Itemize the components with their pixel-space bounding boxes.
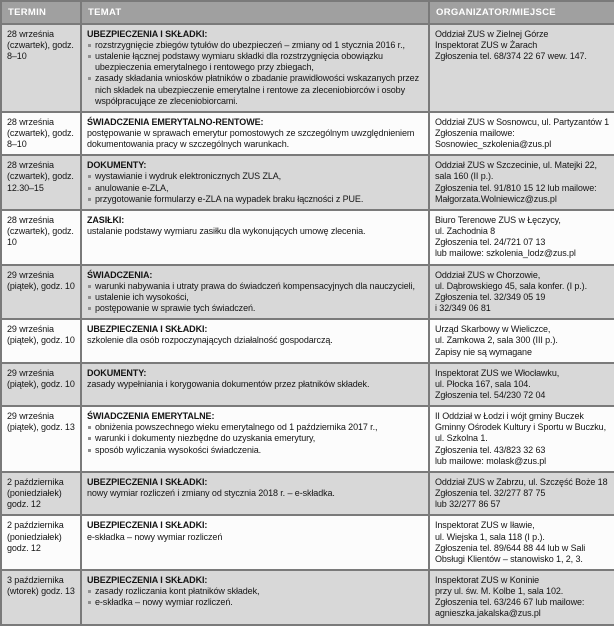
table-row — [1, 363, 614, 406]
table-row — [1, 515, 614, 570]
temat-bullet-list — [87, 422, 423, 455]
temat-description: ustalanie podstawy wymiaru zasiłku dla wykonujących umowę zlecenia. — [87, 226, 366, 237]
temat-bullet-item: zasady rozliczania kont płatników składek, — [87, 586, 423, 597]
column-header-termin: TERMIN — [1, 1, 81, 24]
organizator-line: Obsługi Klientów – stanowisko 1, 2, 3. — [435, 553, 583, 564]
termin-cell: 28 września (czwartek), godz. 8–10 — [1, 112, 81, 155]
temat-bullet-item: anulowanie e-ZLA, — [87, 183, 423, 194]
termin-cell: 28 września (czwartek), godz. 12.30–15 — [1, 155, 81, 210]
organizator-line: sala 160 (II p.). — [435, 171, 494, 182]
organizator-line: Sosnowiec_szkolenia@zus.pl — [435, 139, 552, 150]
organizator-line: Urząd Skarbowy w Wieliczce, — [435, 324, 551, 335]
temat-category-label: DOKUMENTY: — [87, 160, 147, 171]
temat-cell — [81, 24, 429, 112]
temat-bullet-item: sposób wyliczania wysokości świadczenia. — [87, 445, 423, 456]
organizator-line: lub mailowe: szkolenia_lodz@zus.pl — [435, 248, 576, 259]
temat-cell — [81, 155, 429, 210]
temat-bullet-item: ustalenie ich wysokości, — [87, 292, 423, 303]
termin-cell: 28 września (czwartek), godz. 8–10 — [1, 24, 81, 112]
organizator-line: II Oddział w Łodzi i wójt gminy Buczek — [435, 411, 584, 422]
table-header — [1, 1, 614, 24]
table-row — [1, 472, 614, 515]
termin-cell: 2 października (poniedziałek) godz. 12 — [1, 515, 81, 570]
organizator-line: Zgłoszenia tel. 89/644 88 44 lub w Sali — [435, 542, 586, 553]
organizator-line: przy ul. św. M. Kolbe 1, sala 102. — [435, 586, 564, 597]
temat-description: nowy wymiar rozliczeń i zmiany od stycznia 2018 r. – e-składka. — [87, 488, 335, 499]
temat-bullet-item: wystawianie i wydruk elektronicznych ZUS ZLA, — [87, 171, 423, 182]
temat-description: e-składka – nowy wymiar rozliczeń — [87, 531, 223, 542]
temat-bullet-item: przygotowanie formularzy e-ZLA na wypadek braku łączności z PUE. — [87, 194, 423, 205]
temat-cell — [81, 210, 429, 265]
temat-bullet-item: warunki i dokumenty niezbędne do uzyskania emerytury, — [87, 433, 423, 444]
temat-bullet-list — [87, 171, 423, 204]
organizator-line: Inspektorat ZUS w Iławie, — [435, 520, 535, 531]
organizator-cell — [429, 155, 614, 210]
organizator-line: ul. Płocka 167, sala 104. — [435, 378, 531, 389]
temat-category-label: UBEZPIECZENIA I SKŁADKI: — [87, 476, 208, 487]
organizator-line: i 32/349 06 81 — [435, 303, 491, 314]
table-row — [1, 406, 614, 472]
termin-cell: 29 września (piątek), godz. 10 — [1, 319, 81, 362]
organizator-cell — [429, 210, 614, 265]
termin-cell: 29 września (piątek), godz. 10 — [1, 265, 81, 320]
organizator-line: Inspektorat ZUS we Włocławku, — [435, 367, 560, 378]
temat-description: postępowanie w sprawach emerytur pomostowych ze szczególnym uwzględnieniem dokumentowania pracy w szczególnych warunkach. — [87, 128, 415, 150]
organizator-line: Zapisy nie są wymagane — [435, 346, 532, 357]
organizator-line: Zgłoszenia mailowe: — [435, 128, 515, 139]
termin-cell: 3 października (wtorek) godz. 13 — [1, 570, 81, 625]
temat-cell — [81, 363, 429, 406]
organizator-line: ul. Wiejska 1, sala 118 (I p.). — [435, 531, 545, 542]
temat-category-label: UBEZPIECZENIA I SKŁADKI: — [87, 28, 208, 39]
temat-category-label: ŚWIADCZENIA EMERYTALNE: — [87, 411, 215, 422]
table-row — [1, 155, 614, 210]
organizator-line: lub mailowe: molask@zus.pl — [435, 455, 547, 466]
organizator-cell — [429, 363, 614, 406]
organizator-cell — [429, 515, 614, 570]
organizator-line: Zgłoszenia tel. 24/721 07 13 — [435, 237, 546, 248]
table-row — [1, 112, 614, 155]
organizator-line: Inspektorat ZUS w Żarach — [435, 39, 538, 50]
temat-category-label: UBEZPIECZENIA I SKŁADKI: — [87, 575, 208, 586]
table-row — [1, 319, 614, 362]
temat-category-label: DOKUMENTY: — [87, 367, 147, 378]
organizator-cell — [429, 24, 614, 112]
temat-cell — [81, 515, 429, 570]
organizator-line: ul. Zachodnia 8 — [435, 226, 496, 237]
organizator-line: Oddział ZUS w Zielnej Górze — [435, 28, 549, 39]
organizator-line: Zgłoszenia tel. 63/246 67 lub mailowe: — [435, 597, 585, 608]
organizator-line: Oddział ZUS w Szczecinie, ul. Matejki 22, — [435, 160, 597, 171]
temat-bullet-item: ustalenie łącznej podstawy wymiaru składki dla rozstrzygnięcia obowiązku ubezpieczenia emerytalnego i rentowego przy zbiegach, — [87, 51, 423, 73]
organizator-cell — [429, 265, 614, 320]
organizator-line: Zgłoszenia tel. 68/374 22 67 wew. 147. — [435, 51, 587, 62]
termin-cell: 28 września (czwartek), godz. 10 — [1, 210, 81, 265]
temat-cell — [81, 265, 429, 320]
column-header-organizator: ORGANIZATOR/MIEJSCE — [429, 1, 614, 24]
termin-cell: 29 września (piątek), godz. 10 — [1, 363, 81, 406]
organizator-line: Zgłoszenia tel. 91/810 15 12 lub mailowe: — [435, 182, 597, 193]
temat-bullet-item: zasady składania wniosków płatników o zbadanie prawidłowości wskazanych przez nich składek na ubezpieczenie emerytalne i rentowe za zleceniobiorców i osoby współpracujące ze zleceniobiorcami. — [87, 73, 423, 106]
temat-cell — [81, 570, 429, 625]
organizator-line: Zgłoszenia tel. 54/230 72 04 — [435, 389, 546, 400]
termin-cell: 2 października (poniedziałek) godz. 12 — [1, 472, 81, 515]
organizator-line: Gminny Ośrodek Kultury i Sportu w Buczku, — [435, 422, 606, 433]
temat-description: szkolenie dla osób rozpoczynających działalność gospodarczą. — [87, 335, 333, 346]
table-row — [1, 24, 614, 112]
table-row — [1, 265, 614, 320]
organizator-cell — [429, 570, 614, 625]
temat-cell — [81, 319, 429, 362]
table-body — [1, 24, 614, 625]
temat-category-label: ZASIŁKI: — [87, 214, 125, 225]
table-row — [1, 570, 614, 625]
termin-cell: 29 września (piątek), godz. 13 — [1, 406, 81, 472]
organizator-line: Zgłoszenia tel. 32/349 05 19 — [435, 291, 546, 302]
temat-bullet-item: warunki nabywania i utraty prawa do świadczeń kompensacyjnych dla nauczycieli, — [87, 281, 423, 292]
table-row — [1, 210, 614, 265]
organizator-line: Zgłoszenia tel. 32/277 87 75 — [435, 488, 546, 499]
temat-description: zasady wypełniania i korygowania dokumentów przez płatników składek. — [87, 378, 370, 389]
temat-cell — [81, 112, 429, 155]
temat-category-label: UBEZPIECZENIA I SKŁADKI: — [87, 324, 208, 335]
organizator-line: Oddział ZUS w Zabrzu, ul. Szczęść Boże 18 — [435, 476, 608, 487]
temat-category-label: ŚWIADCZENIA EMERYTALNO-RENTOWE: — [87, 116, 264, 127]
organizator-cell — [429, 406, 614, 472]
organizator-line: Oddział ZUS w Chorzowie, — [435, 269, 541, 280]
temat-cell — [81, 406, 429, 472]
temat-bullet-list — [87, 40, 423, 107]
organizator-line: Oddział ZUS w Sosnowcu, ul. Partyzantów 1 — [435, 116, 609, 127]
organizator-cell — [429, 112, 614, 155]
temat-bullet-item: rozstrzygnięcie zbiegów tytułów do ubezpieczeń – zmiany od 1 stycznia 2016 r., — [87, 40, 423, 51]
temat-category-label: ŚWIADCZENIA: — [87, 269, 153, 280]
organizator-cell — [429, 319, 614, 362]
organizator-line: ul. Zamkowa 2, sala 300 (III p.). — [435, 335, 558, 346]
temat-bullet-item: obniżenia powszechnego wieku emerytalnego od 1 października 2017 r., — [87, 422, 423, 433]
organizator-line: lub 32/277 86 57 — [435, 499, 501, 510]
organizator-line: ul. Szkolna 1. — [435, 433, 488, 444]
temat-cell — [81, 472, 429, 515]
temat-bullet-item: postępowanie w sprawie tych świadczeń. — [87, 303, 423, 314]
organizator-line: Inspektorat ZUS w Koninie — [435, 575, 540, 586]
organizator-cell — [429, 472, 614, 515]
header-row — [1, 1, 614, 24]
column-header-temat: TEMAT — [81, 1, 429, 24]
organizator-line: ul. Dąbrowskiego 45, sala konfer. (I p.). — [435, 280, 587, 291]
organizator-line: Zgłoszenia tel. 43/823 32 63 — [435, 444, 546, 455]
temat-bullet-list — [87, 281, 423, 314]
organizator-line: Małgorzata.Wolniewicz@zus.pl — [435, 193, 557, 204]
organizator-line: agnieszka.jakalska@zus.pl — [435, 608, 541, 619]
organizator-line: Biuro Terenowe ZUS w Łęczycy, — [435, 214, 561, 225]
temat-bullet-item: e-składka – nowy wymiar rozliczeń. — [87, 597, 423, 608]
temat-bullet-list — [87, 586, 423, 608]
temat-category-label: UBEZPIECZENIA I SKŁADKI: — [87, 520, 208, 531]
